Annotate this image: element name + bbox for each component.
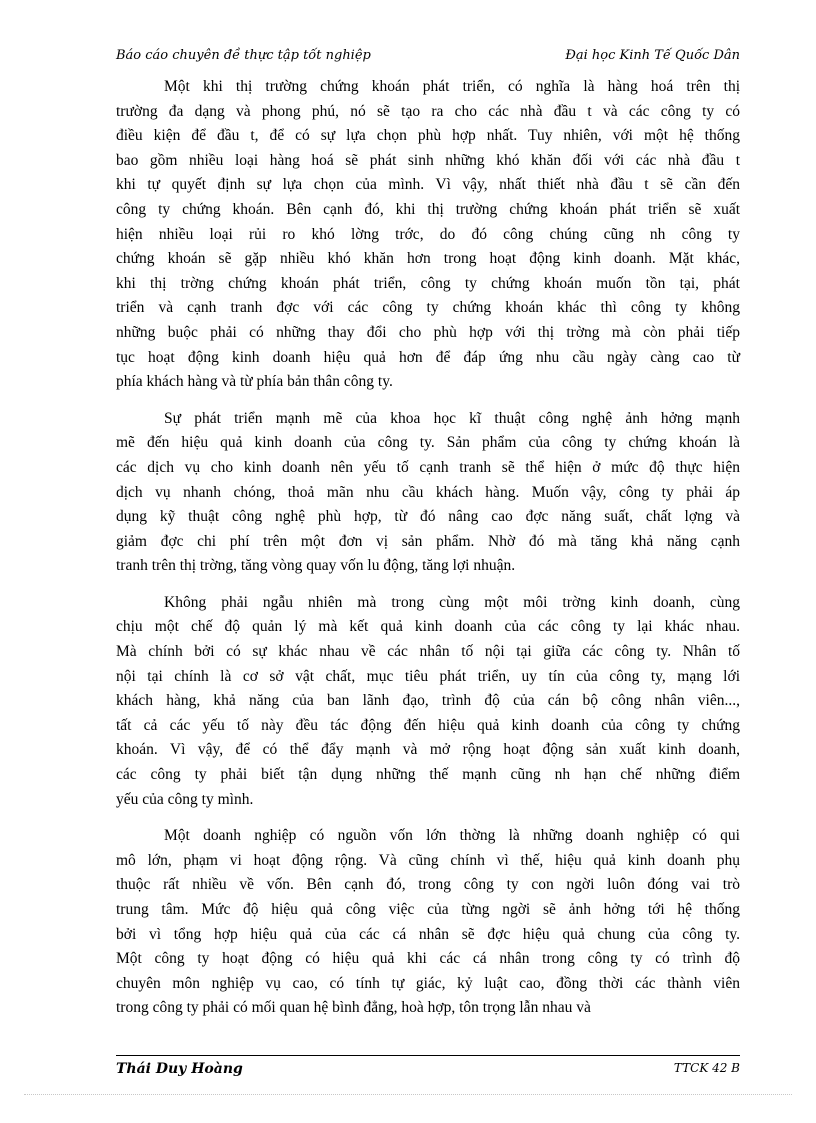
text-line: chịu một chế độ quản lý mà kết quả kinh doanh của các công ty lại khác nhau. [116, 618, 740, 636]
text-line: khi thị trờng chứng khoán phát triển, công ty chứng khoán muốn tồn tại, phát [116, 274, 740, 292]
text-line: các công ty phải biết tận dụng những thế mạnh cũng nh hạn chế những điểm [116, 766, 740, 784]
text-line: Sự phát triển mạnh mẽ của khoa học kĩ thuật công nghệ ảnh hởng mạnh [164, 409, 740, 427]
text-line: hiện nhiều loại rủi ro khó lờng trớc, do đó công chúng cũng nh công ty [116, 225, 740, 243]
text-line: triển và cạnh tranh đợc với các công ty chứng khoán khác thì công ty không [116, 299, 740, 317]
text-line: khoán. Vì vậy, để có thể đẩy mạnh và mở rộng hoạt động sản xuất kinh doanh, [116, 741, 740, 759]
text-line: bởi vì tổng hợp hiệu quả của các cá nhân sẽ đợc hiệu quả chung của công ty. [116, 925, 740, 943]
page-header [116, 48, 740, 70]
text-line: trường đa dạng và phong phú, nó sẽ tạo ra cho các nhà đầu t và các công ty có [116, 102, 740, 120]
text-line: các dịch vụ cho kinh doanh nên yếu tố cạnh tranh sẽ thể hiện ở mức độ thực hiện [116, 458, 740, 476]
text-line: mô lớn, phạm vi hoạt động rộng. Và cũng chính vì thế, hiệu quả kinh doanh phụ [116, 851, 740, 869]
text-line: yếu của công ty mình. [116, 790, 254, 808]
text-line: bao gồm nhiều loại hàng hoá sẽ phát sinh những khó khăn đối với các nhà đầu t [116, 151, 740, 169]
text-line: trong công ty phải có mối quan hệ bình đẳng, hoà hợp, tôn trọng lẫn nhau và [116, 999, 591, 1017]
header-report-title: Báo cáo chuyên đề thực tập tốt nghiệp [116, 48, 371, 63]
text-line: thuộc rất nhiều về vốn. Bên cạnh đó, trong công ty con ngời luôn đóng vai trò [116, 876, 740, 894]
header-university: Đại học Kinh Tế Quốc Dân [565, 48, 740, 63]
text-line: dụng kỹ thuật công nghệ phù hợp, từ đó nâng cao đợc năng suất, chất lợng và [116, 508, 740, 526]
text-line: tục hoạt động kinh doanh hiệu quả hơn để đáp ứng nhu cầu ngày càng cao từ [116, 348, 740, 366]
text-line: Không phải ngẫu nhiên mà trong cùng một môi trờng kinh doanh, cùng [164, 593, 740, 611]
page-footer [116, 1061, 740, 1083]
text-line: mẽ đến hiệu quả kinh doanh của công ty. Sản phẩm của công ty chứng khoán là [116, 434, 740, 452]
paragraph [116, 591, 740, 812]
text-line: công ty chứng khoán. Bên cạnh đó, khi thị trường chứng khoán phát triển sẽ xuất [116, 200, 740, 218]
text-line: dịch vụ nhanh chóng, thoả mãn nhu cầu khách hàng. Muốn vậy, công ty phải áp [116, 483, 740, 501]
text-line: trung tâm. Mức độ hiệu quả công việc của từng ngời sẽ ảnh hởng tới hệ thống [116, 901, 740, 918]
text-line: chuyên môn nghiệp vụ cao, có tính tự giác, kỷ luật cao, đồng thời các thành viên [116, 974, 740, 992]
text-line: giảm đợc chi phí trên một đơn vị sản phẩm. Nhờ đó mà tăng khả năng cạnh [116, 532, 740, 550]
text-line: Một doanh nghiệp có nguồn vốn lớn thờng là những doanh nghiệp có qui [164, 827, 740, 845]
paragraph [116, 75, 740, 395]
document-body [116, 75, 740, 1033]
text-line: phía khách hàng và từ phía bản thân công ty. [116, 373, 393, 391]
text-line: khi tự quyết định sự lựa chọn của mình. Vì vậy, nhất thiết nhà đầu t sẽ cần đến [116, 176, 740, 194]
text-line: điều kiện để đầu t, để có sự lựa chọn phù hợp nhất. Tuy nhiên, với một hệ thống [116, 127, 740, 145]
text-line: Một khi thị trường chứng khoán phát triển, có nghĩa là hàng hoá trên thị [164, 78, 740, 95]
text-line: Một công ty hoạt động có hiệu quả khi các cá nhân trong công ty có trình độ [116, 950, 740, 968]
text-line: tranh trên thị trờng, tăng vòng quay vốn lu động, tăng lợi nhuận. [116, 557, 516, 575]
text-line: chứng khoán sẽ gặp nhiều khó khăn hơn trong hoạt động kinh doanh. Mặt khác, [116, 250, 740, 268]
text-line: tất cả các yếu tố này đều tác động đến hiệu quả kinh doanh của công ty chứng [116, 716, 740, 734]
footer-divider [116, 1055, 740, 1056]
text-line: khách hàng, khả năng của ban lãnh đạo, trình độ của cán bộ công nhân viên..., [116, 692, 740, 710]
paragraph [116, 824, 740, 1021]
paragraph [116, 407, 740, 579]
footer-class: TTCK 42 B [673, 1061, 740, 1075]
page-edge-divider [24, 1094, 792, 1095]
text-line: những buộc phải có những thay đổi cho phù hợp với thị trờng mà còn phải tiếp [116, 323, 740, 341]
footer-author: Thái Duy Hoàng [116, 1061, 243, 1077]
text-line: Mà chính bởi có sự khác nhau về các nhân tố nội tại giữa các công ty. Nhân tố [116, 643, 740, 661]
text-line: nội tại chính là cơ sở vật chất, mục tiêu phát triển, uy tín của công ty, mạng lới [116, 667, 740, 685]
